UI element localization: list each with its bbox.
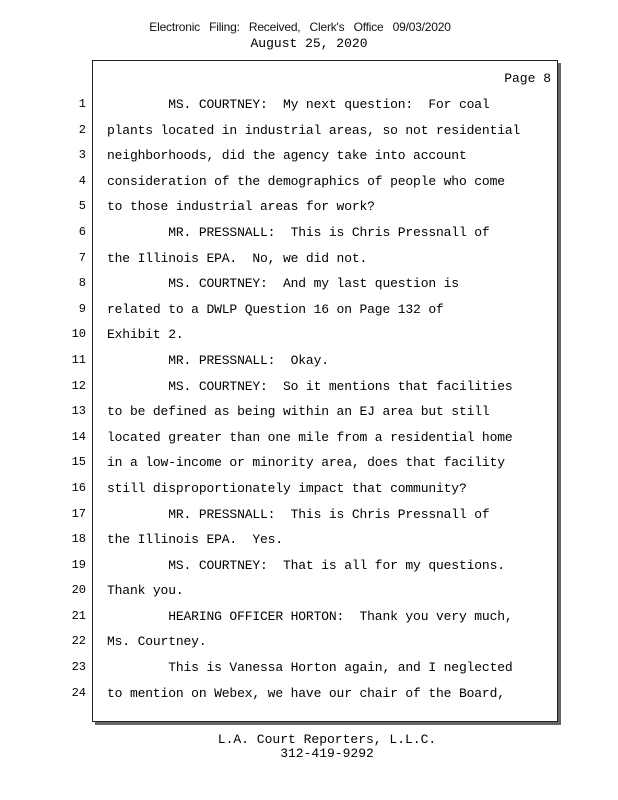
line-number: 20 — [71, 583, 86, 598]
transcript-line: MS. COURTNEY: And my last question is — [107, 276, 459, 292]
transcript-line: in a low-income or minority area, does that facility — [107, 455, 505, 471]
line-number: 14 — [71, 429, 86, 444]
line-number: 18 — [71, 532, 86, 547]
line-number: 3 — [78, 148, 86, 163]
transcript-line: to be defined as being within an EJ area but still — [107, 404, 490, 420]
transcript-line: to those industrial areas for work? — [107, 199, 375, 215]
line-number: 5 — [78, 199, 86, 214]
transcript-line: MR. PRESSNALL: This is Chris Pressnall of — [107, 506, 490, 522]
line-number: 22 — [71, 634, 86, 649]
line-number: 4 — [78, 173, 86, 188]
hearing-date: August 25, 2020 — [250, 36, 368, 51]
line-number: 21 — [71, 608, 86, 623]
transcript-line: consideration of the demographics of people who come — [107, 173, 505, 189]
line-number: 8 — [78, 276, 86, 291]
transcript-line: MR. PRESSNALL: Okay. — [107, 352, 329, 368]
transcript-line: the Illinois EPA. No, we did not. — [107, 250, 368, 266]
transcript-line: neighborhoods, did the agency take into account — [107, 148, 467, 164]
line-number: 10 — [71, 327, 86, 342]
transcript-line: MS. COURTNEY: So it mentions that facilities — [107, 378, 513, 394]
line-number: 9 — [78, 301, 86, 316]
line-number: 16 — [71, 480, 86, 495]
transcript-line: Exhibit 2. — [107, 327, 184, 343]
transcript-line: the Illinois EPA. Yes. — [107, 532, 283, 548]
transcript-line: located greater than one mile from a residential home — [107, 429, 513, 445]
transcript-line: Thank you. — [107, 583, 184, 599]
line-number: 7 — [78, 250, 86, 265]
line-number: 19 — [71, 557, 86, 572]
line-number: 17 — [71, 506, 86, 521]
transcript-line: related to a DWLP Question 16 on Page 132 of — [107, 301, 444, 317]
transcript-line: HEARING OFFICER HORTON: Thank you very much, — [107, 608, 513, 624]
transcript-line: MS. COURTNEY: My next question: For coal — [107, 97, 490, 112]
transcript-line: Ms. Courtney. — [107, 634, 207, 650]
transcript-body — [107, 92, 552, 706]
line-number-column — [60, 92, 86, 706]
line-number: 13 — [71, 404, 86, 419]
line-number: 2 — [78, 122, 86, 137]
transcript-line: MR. PRESSNALL: This is Chris Pressnall of — [107, 224, 490, 240]
court-reporter-name: L.A. Court Reporters, L.L.C. — [217, 732, 437, 747]
line-number: 12 — [71, 378, 86, 393]
transcript-line: This is Vanessa Horton again, and I neglected — [107, 660, 513, 676]
line-number: 6 — [78, 224, 86, 239]
line-number: 1 — [78, 97, 86, 111]
transcript-line: plants located in industrial areas, so not residential — [107, 122, 521, 138]
line-number: 23 — [71, 660, 86, 675]
transcript-line: MS. COURTNEY: That is all for my questions. — [107, 557, 505, 573]
filing-stamp: Electronic Filing: Received, Clerk's Office 09/03/2020 — [149, 20, 451, 34]
line-number: 24 — [71, 685, 86, 700]
transcript-line: to mention on Webex, we have our chair of the Board, — [107, 685, 505, 701]
page-number: Page 8 — [504, 71, 551, 86]
line-number: 11 — [71, 352, 86, 367]
transcript-line: still disproportionately impact that community? — [107, 480, 467, 496]
court-reporter-phone: 312-419-9292 — [280, 746, 374, 761]
line-number: 15 — [71, 455, 86, 470]
